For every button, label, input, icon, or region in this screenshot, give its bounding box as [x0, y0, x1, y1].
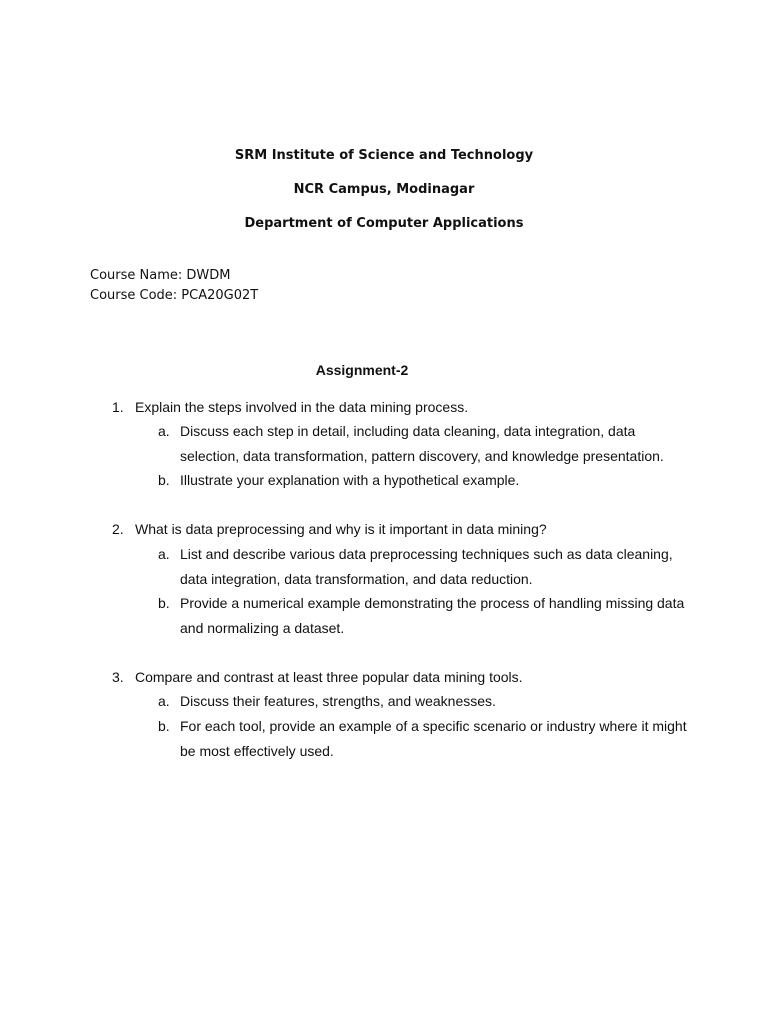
subquestion-label: a.	[158, 546, 170, 562]
question-text: What is data preprocessing and why is it important in data mining?	[135, 521, 547, 537]
subquestion-label: b.	[158, 595, 170, 611]
subquestion-text: Provide a numerical example demonstrating the process of handling missing data and normalizing a dataset.	[180, 595, 685, 636]
campus-heading: NCR Campus, Modinagar	[293, 182, 475, 197]
question-text: Explain the steps involved in the data mining process.	[135, 399, 469, 415]
department-heading: Department of Computer Applications	[244, 216, 524, 231]
question-number: 3.	[112, 669, 124, 685]
assignment-title: Assignment-2	[315, 362, 409, 378]
question-number: 2.	[112, 521, 124, 537]
question-text: Compare and contrast at least three popular data mining tools.	[135, 669, 523, 685]
subquestion-label: b.	[158, 718, 170, 734]
question-number: 1.	[112, 399, 124, 415]
subquestion-text: Discuss each step in detail, including data cleaning, data integration, data selection, data transformation, pattern discovery, and knowledge presentation.	[180, 423, 664, 464]
course-name-line: Course Name: DWDM	[90, 268, 231, 283]
subquestion-label: a.	[158, 423, 170, 439]
subquestion-label: a.	[158, 693, 170, 709]
subquestion-label: b.	[158, 472, 170, 488]
subquestion-text: List and describe various data preprocessing techniques such as data cleaning, data integration, data transformation, and data reduction.	[180, 546, 673, 587]
subquestion-text: Discuss their features, strengths, and weaknesses.	[180, 693, 496, 709]
subquestion-text: For each tool, provide an example of a specific scenario or industry where it might be most effectively used.	[180, 718, 687, 759]
institution-heading: SRM Institute of Science and Technology	[234, 148, 534, 163]
subquestion-text: Illustrate your explanation with a hypothetical example.	[180, 472, 520, 488]
course-code-line: Course Code: PCA20G02T	[90, 288, 259, 303]
